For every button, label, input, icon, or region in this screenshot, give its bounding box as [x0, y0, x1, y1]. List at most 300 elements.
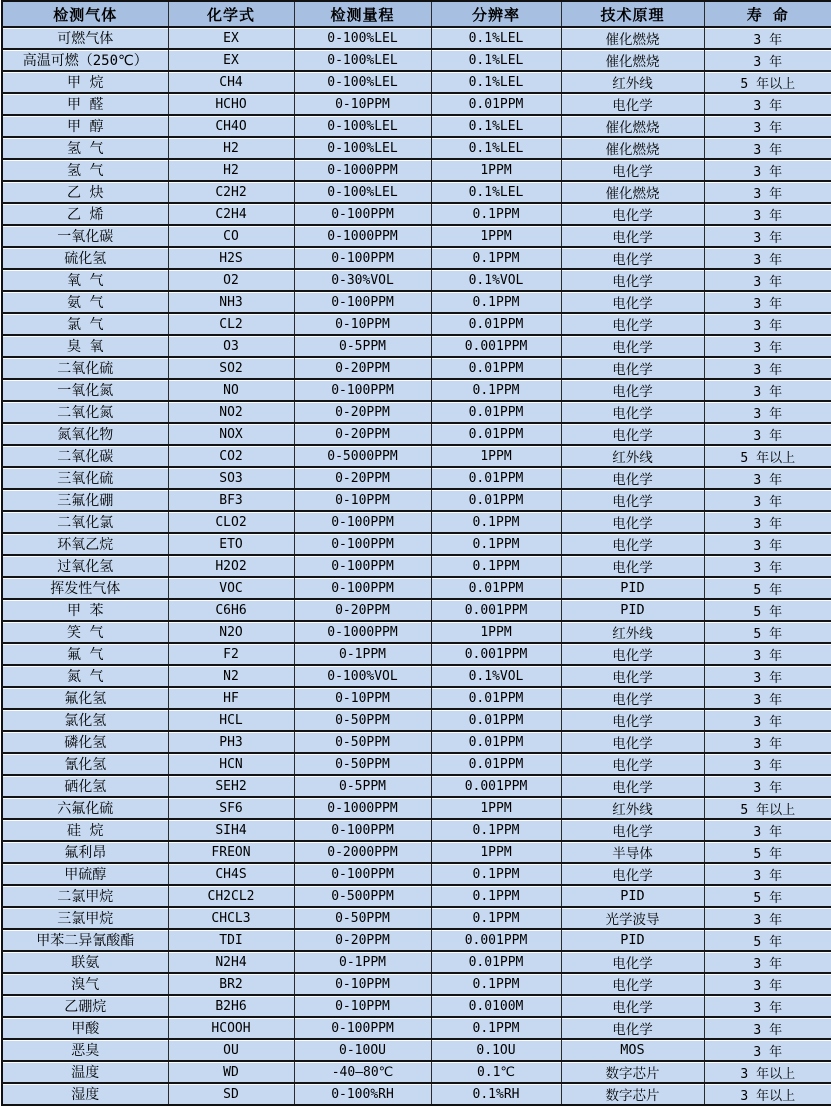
cell-principle: 红外线 — [561, 445, 704, 467]
cell-principle: 电化学 — [561, 731, 704, 753]
cell-resolution: 0.1%LEL — [431, 27, 561, 49]
cell-lifespan: 3 年以上 — [704, 1061, 831, 1083]
cell-gas: 硅 烷 — [2, 819, 168, 841]
cell-gas: 湿度 — [2, 1083, 168, 1105]
cell-gas: 乙 炔 — [2, 181, 168, 203]
cell-lifespan: 5 年 — [704, 577, 831, 599]
cell-resolution: 0.1OU — [431, 1039, 561, 1061]
cell-lifespan: 3 年 — [704, 731, 831, 753]
cell-principle: MOS — [561, 1039, 704, 1061]
cell-gas: 挥发性气体 — [2, 577, 168, 599]
cell-formula: SIH4 — [168, 819, 294, 841]
cell-formula: BF3 — [168, 489, 294, 511]
cell-resolution: 0.01PPM — [431, 709, 561, 731]
cell-formula: HCL — [168, 709, 294, 731]
cell-lifespan: 3 年 — [704, 357, 831, 379]
cell-lifespan: 3 年 — [704, 379, 831, 401]
cell-gas: 二氧化硫 — [2, 357, 168, 379]
cell-resolution: 0.001PPM — [431, 775, 561, 797]
cell-resolution: 1PPM — [431, 225, 561, 247]
cell-range: 0-100PPM — [294, 291, 431, 313]
table-row — [2, 489, 831, 511]
cell-range: 0-10PPM — [294, 489, 431, 511]
cell-lifespan: 3 年 — [704, 313, 831, 335]
cell-principle: 电化学 — [561, 423, 704, 445]
cell-range: 0-100%VOL — [294, 665, 431, 687]
cell-gas: 二氧化氯 — [2, 511, 168, 533]
cell-principle: 电化学 — [561, 995, 704, 1017]
cell-range: 0-1000PPM — [294, 797, 431, 819]
cell-formula: HCN — [168, 753, 294, 775]
cell-formula: CH4 — [168, 71, 294, 93]
cell-formula: CL2 — [168, 313, 294, 335]
cell-gas: 乙硼烷 — [2, 995, 168, 1017]
cell-principle: 电化学 — [561, 863, 704, 885]
cell-principle: 电化学 — [561, 489, 704, 511]
cell-range: 0-1PPM — [294, 951, 431, 973]
cell-gas: 氧 气 — [2, 269, 168, 291]
table-row — [2, 643, 831, 665]
table-row — [2, 357, 831, 379]
cell-formula: H2S — [168, 247, 294, 269]
table-row — [2, 423, 831, 445]
cell-formula: ETO — [168, 533, 294, 555]
cell-gas: 甲 苯 — [2, 599, 168, 621]
cell-gas: 环氧乙烷 — [2, 533, 168, 555]
cell-principle: 红外线 — [561, 71, 704, 93]
cell-gas: 二氧化氮 — [2, 401, 168, 423]
cell-resolution: 1PPM — [431, 159, 561, 181]
cell-principle: PID — [561, 577, 704, 599]
cell-gas: 六氟化硫 — [2, 797, 168, 819]
cell-resolution: 0.1%LEL — [431, 115, 561, 137]
cell-resolution: 0.1PPM — [431, 291, 561, 313]
table-row — [2, 687, 831, 709]
table-row — [2, 203, 831, 225]
cell-gas: 溴气 — [2, 973, 168, 995]
cell-lifespan: 3 年 — [704, 335, 831, 357]
cell-gas: 氮氧化物 — [2, 423, 168, 445]
cell-lifespan: 5 年以上 — [704, 445, 831, 467]
cell-range: 0-1000PPM — [294, 621, 431, 643]
cell-gas: 过氧化氢 — [2, 555, 168, 577]
cell-range: 0-100PPM — [294, 863, 431, 885]
cell-formula: SO3 — [168, 467, 294, 489]
cell-formula: SD — [168, 1083, 294, 1105]
header-row — [2, 1, 831, 27]
header-resolution: 分辨率 — [431, 1, 561, 27]
cell-principle: 电化学 — [561, 379, 704, 401]
table-row — [2, 467, 831, 489]
cell-lifespan: 3 年 — [704, 907, 831, 929]
table-row — [2, 445, 831, 467]
cell-principle: 电化学 — [561, 533, 704, 555]
table-row — [2, 49, 831, 71]
cell-gas: 联氨 — [2, 951, 168, 973]
cell-gas: 甲苯二异氰酸酯 — [2, 929, 168, 951]
cell-gas: 臭 氧 — [2, 335, 168, 357]
cell-principle: 电化学 — [561, 511, 704, 533]
cell-formula: C6H6 — [168, 599, 294, 621]
cell-resolution: 0.1PPM — [431, 379, 561, 401]
cell-range: 0-5000PPM — [294, 445, 431, 467]
cell-formula: OU — [168, 1039, 294, 1061]
cell-resolution: 0.1PPM — [431, 885, 561, 907]
cell-resolution: 0.01PPM — [431, 731, 561, 753]
table-row — [2, 27, 831, 49]
cell-formula: BR2 — [168, 973, 294, 995]
cell-resolution: 0.1PPM — [431, 203, 561, 225]
cell-range: 0-1000PPM — [294, 225, 431, 247]
cell-range: 0-50PPM — [294, 907, 431, 929]
table-row — [2, 731, 831, 753]
cell-principle: 数字芯片 — [561, 1061, 704, 1083]
cell-principle: 红外线 — [561, 621, 704, 643]
cell-principle: 电化学 — [561, 775, 704, 797]
cell-gas: 一氧化碳 — [2, 225, 168, 247]
cell-resolution: 0.1%LEL — [431, 71, 561, 93]
cell-principle: PID — [561, 929, 704, 951]
cell-resolution: 1PPM — [431, 621, 561, 643]
cell-range: 0-50PPM — [294, 753, 431, 775]
cell-resolution: 0.1%VOL — [431, 665, 561, 687]
cell-principle: 催化燃烧 — [561, 27, 704, 49]
cell-formula: N2 — [168, 665, 294, 687]
cell-lifespan: 5 年 — [704, 929, 831, 951]
cell-resolution: 0.1%LEL — [431, 181, 561, 203]
cell-gas: 氮 气 — [2, 665, 168, 687]
table-row — [2, 159, 831, 181]
cell-resolution: 0.1PPM — [431, 247, 561, 269]
cell-principle: 光学波导 — [561, 907, 704, 929]
table-row — [2, 951, 831, 973]
cell-principle: 电化学 — [561, 819, 704, 841]
header-gas: 检测气体 — [2, 1, 168, 27]
cell-principle: 催化燃烧 — [561, 49, 704, 71]
table-row — [2, 401, 831, 423]
table-row — [2, 115, 831, 137]
cell-gas: 氨 气 — [2, 291, 168, 313]
cell-formula: N2O — [168, 621, 294, 643]
cell-resolution: 0.001PPM — [431, 643, 561, 665]
cell-formula: HF — [168, 687, 294, 709]
cell-lifespan: 3 年 — [704, 951, 831, 973]
cell-principle: 电化学 — [561, 951, 704, 973]
table-row — [2, 1017, 831, 1039]
cell-gas: 氢 气 — [2, 159, 168, 181]
cell-gas: 氯化氢 — [2, 709, 168, 731]
cell-gas: 氢 气 — [2, 137, 168, 159]
cell-range: 0-100%LEL — [294, 181, 431, 203]
cell-resolution: 0.0100M — [431, 995, 561, 1017]
table-row — [2, 665, 831, 687]
cell-lifespan: 3 年 — [704, 203, 831, 225]
cell-range: 0-1PPM — [294, 643, 431, 665]
cell-range: 0-100PPM — [294, 1017, 431, 1039]
cell-lifespan: 3 年 — [704, 555, 831, 577]
cell-range: 0-100%LEL — [294, 49, 431, 71]
header-formula: 化学式 — [168, 1, 294, 27]
cell-formula: CO2 — [168, 445, 294, 467]
cell-resolution: 0.1%RH — [431, 1083, 561, 1105]
cell-range: 0-50PPM — [294, 731, 431, 753]
cell-principle: 催化燃烧 — [561, 137, 704, 159]
cell-range: 0-20PPM — [294, 929, 431, 951]
cell-lifespan: 3 年 — [704, 93, 831, 115]
cell-formula: H2 — [168, 137, 294, 159]
cell-gas: 甲 醛 — [2, 93, 168, 115]
table-row — [2, 291, 831, 313]
table-row — [2, 885, 831, 907]
cell-resolution: 0.01PPM — [431, 401, 561, 423]
table-row — [2, 599, 831, 621]
cell-lifespan: 3 年 — [704, 775, 831, 797]
header-principle: 技术原理 — [561, 1, 704, 27]
cell-resolution: 0.1PPM — [431, 1017, 561, 1039]
cell-range: 0-100PPM — [294, 819, 431, 841]
cell-formula: CH4O — [168, 115, 294, 137]
table-row — [2, 71, 831, 93]
cell-principle: 电化学 — [561, 357, 704, 379]
cell-range: 0-100PPM — [294, 511, 431, 533]
cell-gas: 甲 烷 — [2, 71, 168, 93]
cell-resolution: 0.01PPM — [431, 467, 561, 489]
cell-lifespan: 3 年 — [704, 489, 831, 511]
cell-formula: C2H2 — [168, 181, 294, 203]
cell-range: -40—80℃ — [294, 1061, 431, 1083]
cell-range: 0-10PPM — [294, 973, 431, 995]
cell-range: 0-100PPM — [294, 379, 431, 401]
table-row — [2, 863, 831, 885]
table-row — [2, 511, 831, 533]
cell-gas: 甲 醇 — [2, 115, 168, 137]
gas-sensor-spec-table — [1, 0, 831, 1106]
cell-resolution: 1PPM — [431, 841, 561, 863]
table-row — [2, 269, 831, 291]
table-row — [2, 379, 831, 401]
cell-gas: 三氟化硼 — [2, 489, 168, 511]
cell-resolution: 0.1%VOL — [431, 269, 561, 291]
cell-lifespan: 3 年 — [704, 115, 831, 137]
table-row — [2, 93, 831, 115]
cell-lifespan: 3 年 — [704, 1017, 831, 1039]
cell-resolution: 0.1%LEL — [431, 137, 561, 159]
cell-range: 0-20PPM — [294, 357, 431, 379]
cell-principle: 电化学 — [561, 643, 704, 665]
cell-formula: NH3 — [168, 291, 294, 313]
cell-gas: 硫化氢 — [2, 247, 168, 269]
cell-range: 0-500PPM — [294, 885, 431, 907]
table-row — [2, 533, 831, 555]
cell-principle: 电化学 — [561, 687, 704, 709]
cell-resolution: 0.1PPM — [431, 555, 561, 577]
table-row — [2, 841, 831, 863]
table-row — [2, 555, 831, 577]
cell-principle: 电化学 — [561, 225, 704, 247]
cell-formula: NOX — [168, 423, 294, 445]
table-row — [2, 181, 831, 203]
cell-formula: HCHO — [168, 93, 294, 115]
cell-resolution: 0.1PPM — [431, 511, 561, 533]
cell-principle: 电化学 — [561, 973, 704, 995]
header-lifespan: 寿 命 — [704, 1, 831, 27]
cell-lifespan: 3 年 — [704, 643, 831, 665]
cell-principle: 电化学 — [561, 313, 704, 335]
cell-range: 0-30%VOL — [294, 269, 431, 291]
cell-formula: CLO2 — [168, 511, 294, 533]
cell-range: 0-5PPM — [294, 775, 431, 797]
cell-formula: O3 — [168, 335, 294, 357]
cell-lifespan: 5 年 — [704, 621, 831, 643]
cell-lifespan: 3 年 — [704, 533, 831, 555]
cell-range: 0-5PPM — [294, 335, 431, 357]
cell-resolution: 0.01PPM — [431, 753, 561, 775]
cell-resolution: 0.1%LEL — [431, 49, 561, 71]
cell-resolution: 0.01PPM — [431, 687, 561, 709]
cell-lifespan: 3 年 — [704, 269, 831, 291]
cell-gas: 氟 气 — [2, 643, 168, 665]
table-body — [2, 27, 831, 1105]
cell-range: 0-100PPM — [294, 247, 431, 269]
cell-lifespan: 3 年 — [704, 995, 831, 1017]
table-row — [2, 929, 831, 951]
cell-resolution: 0.1PPM — [431, 533, 561, 555]
cell-lifespan: 3 年 — [704, 225, 831, 247]
cell-lifespan: 3 年 — [704, 863, 831, 885]
cell-principle: 电化学 — [561, 1017, 704, 1039]
cell-lifespan: 5 年 — [704, 885, 831, 907]
table-row — [2, 1039, 831, 1061]
cell-resolution: 0.01PPM — [431, 357, 561, 379]
table-row — [2, 775, 831, 797]
cell-formula: F2 — [168, 643, 294, 665]
table-header — [2, 1, 831, 27]
cell-lifespan: 3 年 — [704, 423, 831, 445]
cell-lifespan: 3 年 — [704, 291, 831, 313]
cell-gas: 磷化氢 — [2, 731, 168, 753]
cell-principle: 电化学 — [561, 665, 704, 687]
cell-lifespan: 3 年 — [704, 1039, 831, 1061]
cell-formula: EX — [168, 49, 294, 71]
cell-gas: 恶臭 — [2, 1039, 168, 1061]
cell-range: 0-100%RH — [294, 1083, 431, 1105]
cell-formula: EX — [168, 27, 294, 49]
cell-resolution: 1PPM — [431, 797, 561, 819]
cell-gas: 乙 烯 — [2, 203, 168, 225]
cell-principle: 催化燃烧 — [561, 181, 704, 203]
cell-resolution: 1PPM — [431, 445, 561, 467]
cell-range: 0-100%LEL — [294, 71, 431, 93]
table-row — [2, 335, 831, 357]
cell-resolution: 0.1PPM — [431, 907, 561, 929]
cell-lifespan: 3 年 — [704, 753, 831, 775]
cell-gas: 氟利昂 — [2, 841, 168, 863]
cell-principle: 电化学 — [561, 159, 704, 181]
cell-resolution: 0.01PPM — [431, 423, 561, 445]
cell-gas: 可燃气体 — [2, 27, 168, 49]
cell-formula: CH4S — [168, 863, 294, 885]
cell-principle: 数字芯片 — [561, 1083, 704, 1105]
cell-principle: 电化学 — [561, 555, 704, 577]
table-row — [2, 225, 831, 247]
table-row — [2, 1061, 831, 1083]
cell-formula: NO — [168, 379, 294, 401]
cell-principle: PID — [561, 599, 704, 621]
cell-gas: 氟化氢 — [2, 687, 168, 709]
cell-gas: 氯 气 — [2, 313, 168, 335]
cell-formula: CHCL3 — [168, 907, 294, 929]
cell-gas: 三氯甲烷 — [2, 907, 168, 929]
cell-range: 0-100%LEL — [294, 115, 431, 137]
cell-range: 0-10PPM — [294, 995, 431, 1017]
cell-lifespan: 3 年以上 — [704, 1083, 831, 1105]
cell-resolution: 0.1PPM — [431, 863, 561, 885]
cell-lifespan: 3 年 — [704, 401, 831, 423]
cell-principle: 电化学 — [561, 401, 704, 423]
cell-range: 0-20PPM — [294, 423, 431, 445]
cell-range: 0-100%LEL — [294, 137, 431, 159]
cell-range: 0-1000PPM — [294, 159, 431, 181]
cell-formula: H2 — [168, 159, 294, 181]
cell-resolution: 0.001PPM — [431, 599, 561, 621]
cell-formula: CH2CL2 — [168, 885, 294, 907]
table-row — [2, 819, 831, 841]
cell-range: 0-50PPM — [294, 709, 431, 731]
cell-lifespan: 3 年 — [704, 467, 831, 489]
cell-range: 0-20PPM — [294, 467, 431, 489]
cell-resolution: 0.01PPM — [431, 489, 561, 511]
table-row — [2, 907, 831, 929]
cell-principle: 半导体 — [561, 841, 704, 863]
cell-lifespan: 3 年 — [704, 819, 831, 841]
cell-formula: FREON — [168, 841, 294, 863]
cell-principle: 电化学 — [561, 753, 704, 775]
cell-range: 0-10PPM — [294, 313, 431, 335]
cell-gas: 温度 — [2, 1061, 168, 1083]
cell-lifespan: 3 年 — [704, 247, 831, 269]
cell-resolution: 0.01PPM — [431, 93, 561, 115]
cell-gas: 二氯甲烷 — [2, 885, 168, 907]
cell-principle: 电化学 — [561, 247, 704, 269]
cell-principle: 电化学 — [561, 335, 704, 357]
cell-formula: NO2 — [168, 401, 294, 423]
cell-formula: VOC — [168, 577, 294, 599]
cell-range: 0-20PPM — [294, 599, 431, 621]
cell-formula: H2O2 — [168, 555, 294, 577]
table-row — [2, 1083, 831, 1105]
cell-resolution: 0.1PPM — [431, 973, 561, 995]
cell-lifespan: 3 年 — [704, 511, 831, 533]
cell-lifespan: 5 年 — [704, 841, 831, 863]
cell-formula: SEH2 — [168, 775, 294, 797]
cell-resolution: 0.001PPM — [431, 335, 561, 357]
cell-resolution: 0.1PPM — [431, 819, 561, 841]
table-row — [2, 753, 831, 775]
cell-formula: SO2 — [168, 357, 294, 379]
table-row — [2, 621, 831, 643]
cell-lifespan: 3 年 — [704, 665, 831, 687]
cell-range: 0-10PPM — [294, 93, 431, 115]
table-row — [2, 313, 831, 335]
cell-lifespan: 3 年 — [704, 49, 831, 71]
table-row — [2, 995, 831, 1017]
cell-range: 0-100PPM — [294, 533, 431, 555]
cell-formula: O2 — [168, 269, 294, 291]
cell-lifespan: 3 年 — [704, 181, 831, 203]
cell-resolution: 0.01PPM — [431, 313, 561, 335]
cell-range: 0-100PPM — [294, 203, 431, 225]
cell-gas: 硒化氢 — [2, 775, 168, 797]
